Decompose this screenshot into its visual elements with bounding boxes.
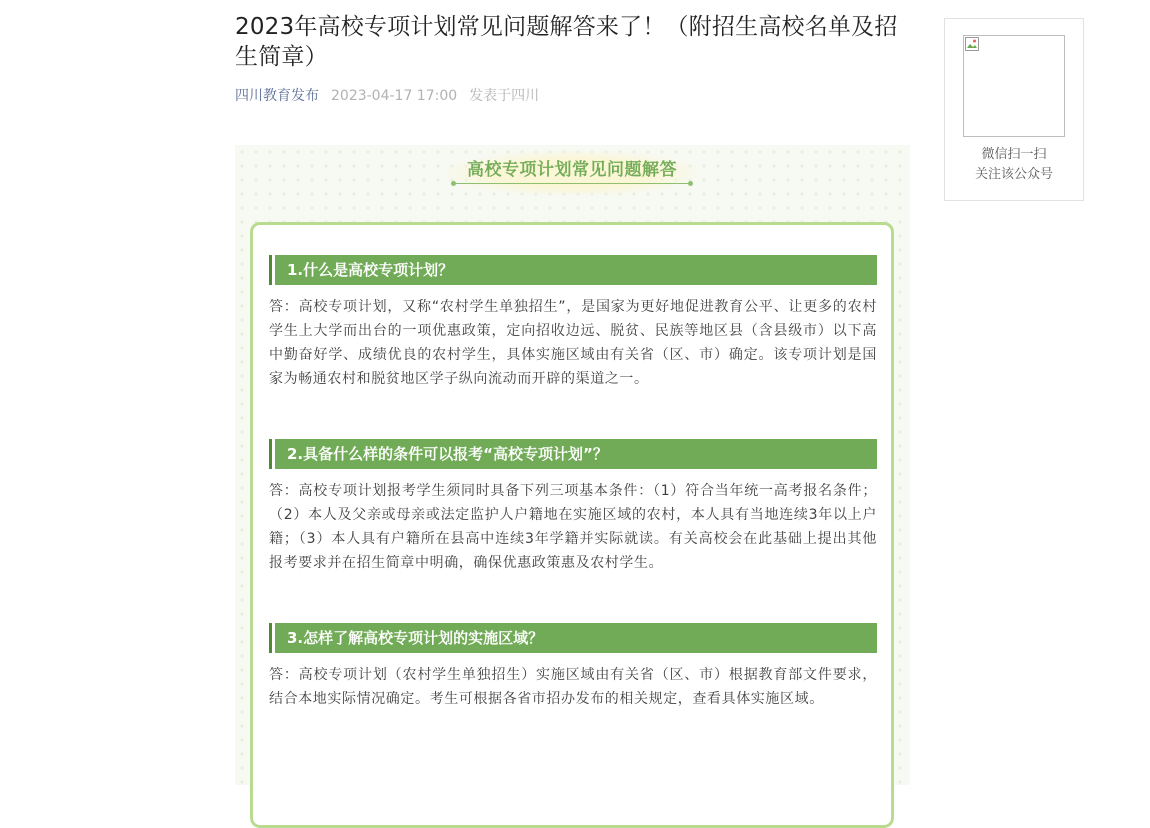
section-header-text: 高校专项计划常见问题解答: [467, 160, 677, 180]
question-heading: [269, 439, 877, 469]
answer-text: 答：高校专项计划，又称“农村学生单独招生”，是国家为更好地促进教育公平、让更多的农村学生上大学而出台的一项优惠政策，定向招收边远、脱贫、民族等地区县（含县级市）以下高中勤奋好学、成绩优良的农村学生，具体实施区域由有关省（区、市）确定。该专项计划是国家为畅通农村和脱贫地区学子纵向流动而开辟的渠道之一。: [269, 299, 877, 387]
question-text: 2.具备什么样的条件可以报考“高校专项计划”？: [287, 445, 608, 463]
publish-region: 发表于四川: [469, 88, 540, 104]
question-text: 3.怎样了解高校专项计划的实施区域？: [287, 629, 544, 647]
qr-caption: [945, 145, 1083, 185]
answer-text: 答：高校专项计划报考学生须同时具备下列三项基本条件：（1）符合当年统一高考报名条件；（2）本人及父亲或母亲或法定监护人户籍地在实施区域的农村，本人具有当地连续3年以上户籍；（3）本人具有户籍所在县高中连续3年学籍并实际就读。有关高校会在此基础上提出其他报考要求并在招生简章中明确，确保优惠政策惠及农村学生。: [269, 483, 877, 571]
qr-panel: [944, 18, 1084, 201]
article: [235, 0, 910, 707]
article-meta: [235, 86, 910, 106]
section-header-divider: [455, 183, 689, 184]
qr-caption-line1: 微信扫一扫: [981, 147, 1047, 162]
qa-box: [250, 222, 894, 828]
answer-text: 答：高校专项计划（农村学生单独招生）实施区域由有关省（区、市）根据教育部文件要求，结合本地实际情况确定。考生可根据各省市招办发布的相关规定，查看具体实施区域。: [269, 667, 877, 707]
article-title: 2023年高校专项计划常见问题解答来了！（附招生高校名单及招生简章）: [235, 14, 898, 70]
broken-image-icon: [965, 37, 979, 51]
question-text: 1.什么是高校专项计划？: [287, 261, 454, 279]
qr-code-image: [963, 35, 1065, 137]
question-heading: [269, 255, 877, 285]
qa-item: [269, 439, 877, 575]
qa-item: [269, 623, 877, 711]
author-link[interactable]: 四川教育发布: [235, 88, 319, 104]
publish-date: 2023-04-17 17:00: [331, 88, 458, 104]
section-header: [447, 151, 697, 195]
qa-item: [269, 255, 877, 391]
qr-caption-line2: 关注该公众号: [974, 167, 1053, 182]
question-heading: [269, 623, 877, 653]
article-content: [235, 145, 910, 785]
